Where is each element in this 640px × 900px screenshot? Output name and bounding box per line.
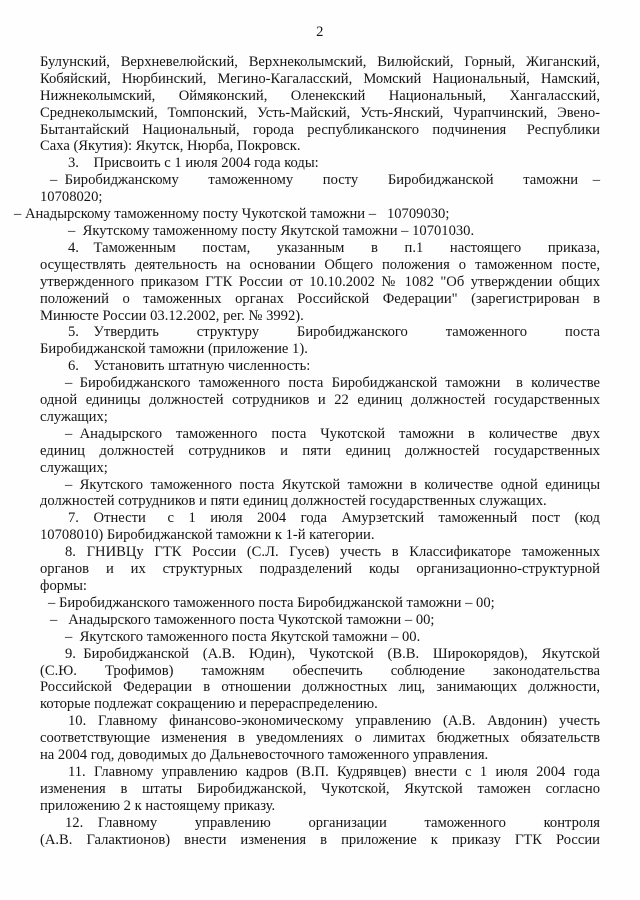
paragraph [40, 375, 600, 426]
text-line: 6. Установить штатную численность: [68, 358, 311, 375]
text-line: 9. Биробиджанской (А.В. Юдин), Чукотской (В.В. Широкорядов), Якутской [65, 645, 600, 662]
text-line: – Биробиджанского таможенного поста Биробиджанской таможни в количестве [65, 375, 600, 392]
text-line: Саха (Якутия): Якутск, Нюрба, Покровск. [40, 138, 301, 155]
paragraph [40, 629, 600, 646]
text-line: Российской Федерации в отношении должностных лиц, занимающих должности, [40, 679, 600, 696]
text-line: 4. Таможенным постам, указанным в п.1 настоящего приказа, [68, 239, 600, 256]
paragraph [40, 240, 600, 325]
text-line: изменения в штаты Биробиджанской, Чукотской, Якутской таможен согласно [40, 780, 600, 797]
paragraph [40, 172, 600, 206]
text-line: – Анадырскому таможенному посту Чукотской таможни – 10709030; [14, 206, 450, 223]
text-line: 10708020; [40, 189, 103, 206]
paragraph [40, 426, 600, 477]
paragraph [40, 155, 600, 172]
text-line: 10. Главному финансово-экономическому управлению (А.В. Авдонин) учесть [68, 713, 600, 730]
text-line: Булунский, Верхневелюйский, Верхнеколымский, Вилюйский, Горный, Жиганский, [40, 53, 600, 70]
text-line: служащих; [40, 408, 108, 425]
text-line: 5. Утвердить структуру Биробиджанского таможенного поста [68, 324, 600, 341]
paragraph [40, 646, 600, 714]
text-line: одной единицы должностей сотрудников и 22 единиц должностей государственных [40, 392, 600, 409]
text-line: (С.Ю. Трофимов) таможням обеспечить соблюдение законодательства [40, 662, 600, 679]
text-line: – Биробиджанскому таможенному посту Биробиджанской таможни – [50, 172, 600, 189]
text-line: которые подлежат сокращению и перераспределению. [40, 696, 378, 713]
text-line: 8. ГНИВЦу ГТК России (С.Л. Гусев) учесть в Классификаторе таможенных [65, 544, 600, 561]
text-line: осуществлять деятельность на основании Общего положения о таможенном посте, [40, 256, 600, 273]
paragraph [40, 595, 600, 612]
paragraph [40, 477, 600, 511]
text-line: (А.В. Галактионов) внести изменения в приложение к приказу ГТК России [40, 831, 600, 848]
text-line: Кобяйский, Нюрбинский, Мегино-Кагаласский, Момский Национальный, Намский, [40, 70, 600, 87]
text-line: приложению 2 к настоящему приказу. [40, 797, 276, 814]
text-line: Биробиджанской таможни (приложение 1). [40, 341, 308, 358]
text-line: Бытантайский Национальный, города республиканского подчинения Республики [40, 121, 600, 138]
page-number: 2 [316, 24, 324, 40]
text-line: органов и их структурных подразделений коды организационно-структурной [40, 561, 600, 578]
text-line: – Якутскому таможенному посту Якутской таможни – 10701030. [68, 222, 475, 239]
paragraph [40, 815, 600, 849]
paragraph [40, 54, 600, 155]
text-line: на 2004 год, доводимых до Дальневосточного таможенного управления. [40, 747, 489, 764]
text-line: – Якутского таможенного поста Якутской таможни в количестве одной единицы [65, 476, 600, 493]
paragraph [40, 358, 600, 375]
paragraph [40, 510, 600, 544]
text-line: положений о таможенных органах Российской Федерации" (зарегистрирован в [40, 290, 600, 307]
text-line: 12. Главному управлению организации таможенного контроля [65, 814, 600, 831]
text-line: утвержденного приказом ГТК России от 10.10.2002 № 1082 "Об утверждении общих [40, 273, 600, 290]
text-line: соответствующие изменения в уведомлениях о лимитах бюджетных обязательств [40, 730, 600, 747]
text-line: единиц должностей сотрудников и пяти единиц должностей государственных [40, 442, 600, 459]
paragraph [40, 612, 600, 629]
text-line: – Анадырского таможенного поста Чукотской таможни – 00; [50, 611, 435, 628]
text-line: должностей сотрудников и пяти единиц должностей государственных служащих. [40, 493, 547, 510]
document-body [14, 53, 600, 849]
text-line: Минюсте России 03.12.2002, рег. № 3992). [40, 307, 304, 324]
text-line: – Биробиджанского таможенного поста Биробиджанской таможни – 00; [48, 594, 495, 611]
text-line: 3. Присвоить с 1 июля 2004 года коды: [68, 155, 319, 172]
text-line: – Анадырского таможенного поста Чукотской таможни в количестве двух [65, 425, 600, 442]
text-line: 10708010) Биробиджанской таможни к 1-й категории. [40, 527, 375, 544]
text-line: служащих; [40, 459, 108, 476]
paragraph [14, 206, 600, 223]
paragraph [40, 764, 600, 815]
paragraph [40, 324, 600, 358]
text-line: – Якутского таможенного поста Якутской таможни – 00. [65, 628, 421, 645]
paragraph [40, 544, 600, 595]
text-line: Среднеколымский, Томпонский, Усть-Майский, Усть-Янский, Чурапчинский, Эвено- [40, 104, 600, 121]
text-line: 11. Главному управлению кадров (В.П. Кудрявцев) внести с 1 июля 2004 года [68, 763, 600, 780]
text-line: формы: [40, 578, 87, 594]
text-line: Нижнеколымский, Оймяконский, Оленекский Национальный, Хангаласский, [40, 87, 600, 104]
text-line: 7. Отнести с 1 июля 2004 года Амурзетский таможенный пост (код [68, 510, 600, 527]
paragraph [40, 223, 600, 240]
paragraph [40, 713, 600, 764]
